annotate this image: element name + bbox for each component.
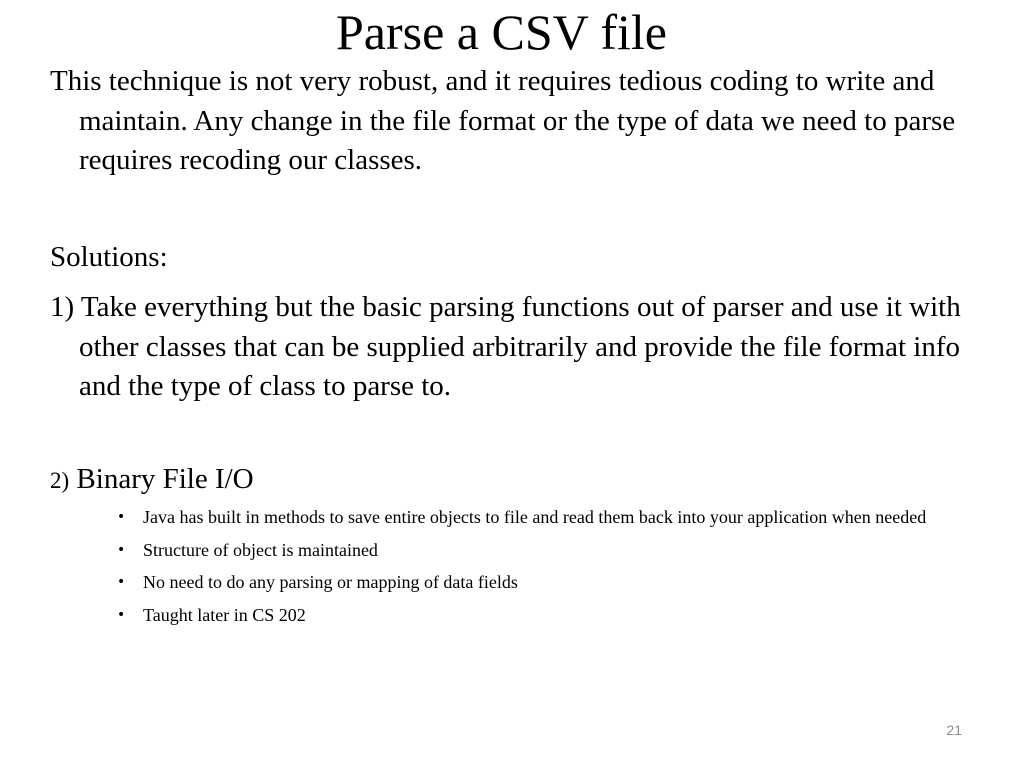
solution-item-2-label: Binary File I/O [76,463,254,495]
slide-title: Parse a CSV file [336,4,667,60]
solution-item-2 [50,460,989,501]
bullet-item-text: Java has built in methods to save entire objects to file and read them back into your application when needed [143,507,927,527]
bullet-icon: • [117,606,126,623]
bullet-icon: • [117,541,126,558]
bullet-item [0,603,943,628]
bullet-item-text: Taught later in CS 202 [143,604,306,625]
page-number: 21 [946,722,962,738]
solution-item-2-number: 2) [50,468,70,493]
bullet-item [0,570,943,595]
solutions-heading: Solutions: [50,241,168,273]
bullet-item-text: No need to do any parsing or mapping of data fields [143,572,518,592]
bullet-icon: • [117,574,126,590]
bullet-item [0,538,943,563]
bullet-item-text: Structure of object is maintained [143,539,378,560]
solution-item-1: 1) Take everything but the basic parsing functions out of parser and use it with other classes that can be supplied arbitrarily and provide the file format info and the type of class to parse to. [50,291,961,402]
intro-paragraph: This technique is not very robust, and it requires tedious coding to write and maintain. Any change in the file format or the type of data we need to parse requires recoding our classes. [50,65,956,176]
binary-io-bullet-list [0,505,1023,635]
bullet-item [0,505,943,530]
bullet-icon: • [117,509,126,525]
